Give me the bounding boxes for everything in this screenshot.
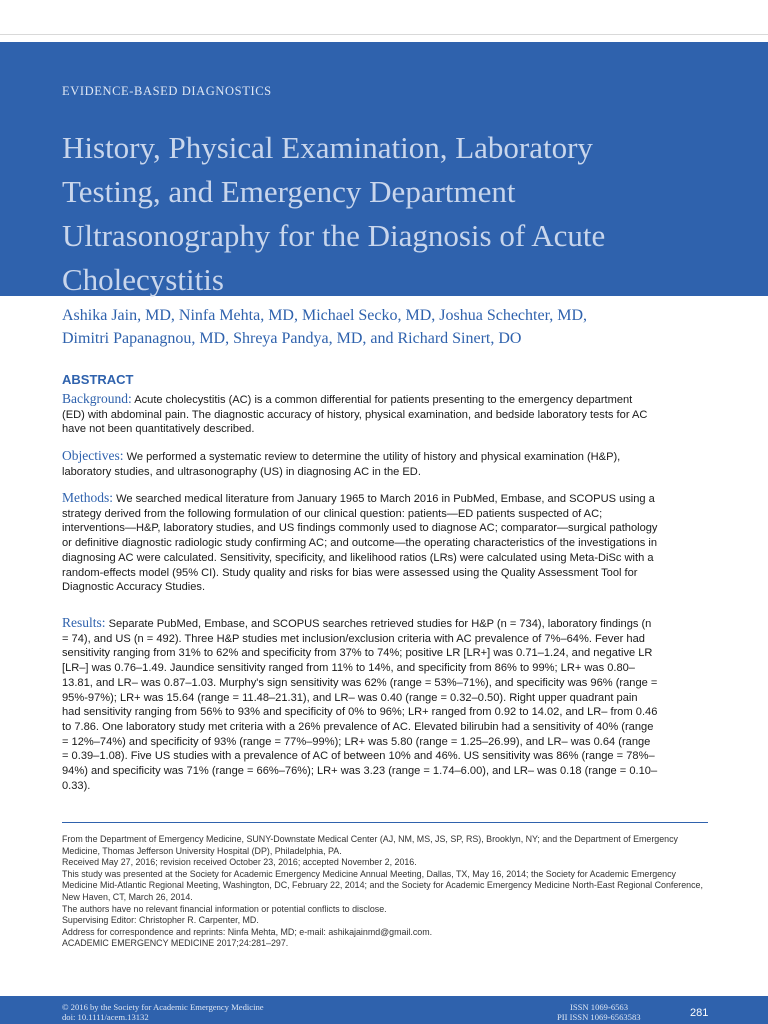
section-text: We performed a systematic review to determine the utility of history and physical examination (H&P), laboratory studies, and ultrasonography (US) in diagnosing AC in the ED. (62, 451, 621, 478)
section-kicker: EVIDENCE-BASED DIAGNOSTICS (62, 84, 272, 98)
section-label: Background: (62, 391, 132, 406)
abstract-background (62, 392, 658, 437)
author-line: Ashika Jain, MD, Ninfa Mehta, MD, Michael Secko, MD, Joshua Schechter, MD, (62, 307, 588, 324)
section-text: We searched medical literature from January 1965 to March 2016 in PubMed, Embase, and SCOPUS using a strategy derived from the following formulation of our clinical question: patients—ED patients suspected of AC; interventions—H&P, laboratory studies, and US findings commonly used to diagnose AC; comparator—surgical pathology or definitive diagnostic radiologic study confirming AC; and outcome—the operating characteristics of the investigations in diagnosing AC were calculated. Sensitivity, specificity, and likelihood ratios (LRs) were calculated using Meta-DiSc with a random-effects model (95% CI). Study quality and risks for bias were assessed using the Quality Assessment Tool for Diagnostic Accuracy Studies. (62, 493, 658, 594)
abstract-heading: ABSTRACT (62, 372, 134, 387)
author-list (62, 304, 742, 350)
footnote: This study was presented at the Society for Academic Emergency Medicine Annual Meeting, Dallas, TX, May 16, 2014; the Society for Academic Emergency Medicine Mid-Atlantic Regional Meeting, Washington, DC, February 22, 2014; and the Society for Academic Emergency Medicine North-East Regional Conference, New Haven, CT, March 26, 2014. (62, 868, 703, 902)
page-number: 281 (690, 1007, 709, 1019)
abstract-objectives (62, 449, 658, 479)
article-title (62, 126, 742, 302)
footnote: ACADEMIC EMERGENCY MEDICINE 2017;24:281–297. (62, 938, 289, 949)
title-line: History, Physical Examination, Laboratory (62, 130, 593, 165)
footnote: Address for correspondence and reprints: Ninfa Mehta, MD; e-mail: ashikajainmd@gmail.com. (62, 926, 433, 937)
issn: ISSN 1069-6563 (570, 1002, 629, 1012)
abstract-methods (62, 491, 658, 595)
copyright-notice: © 2016 by the Society for Academic Emergency Medicine (62, 1002, 264, 1012)
section-text: Separate PubMed, Embase, and SCOPUS searches retrieved studies for H&P (n = 734), laboratory findings (n = 74), and US (n = 492). Three H&P studies met inclusion/exclusion criteria with AC prevalence of 7%–64%. Fever had sensitivity ranging from 31% to 62% and specificity from 37% to 74%; positive LR [LR+] was 0.71–1.24, and negative LR [LR–] was 0.76–1.49. Jaundice sensitivity ranged from 11% to 14%, and specificity from 86% to 99%; LR+ was 0.80–13.81, and LR– was 0.87–1.03. Murphy's sign sensitivity was 62% (range = 53%–71%), and specificity was 96% (range = 95%-97%); LR+ was 15.64 (range = 11.48–21.31), and LR– was 0.40 (range = 0.32–0.50). Right upper quadrant pain had sensitivity ranging from 56% to 93% and specificity of 0% to 96%; LR+ ranged from 0.92 to 14.02, and LR– from 0.46 to 7.86. One laboratory study met criteria with a 26% prevalence of AC. Elevated bilirubin had a sensitivity of 40% (range = 12%–74%) and specificity of 93% (range = 77%–99%); LR+ was 5.80 (range = 1.25–26.99), and LR– was 0.64 (range = 0.39–1.08). Five US studies with a prevalence of AC of between 10% and 46%. US sensitivity was 86% (range = 78%–94%) and specificity was 71% (range = 66%–76%); LR+ was 3.23 (range = 1.74–6.00), and LR– was 0.18 (range = 0.10–0.33). (62, 618, 658, 792)
section-text: Acute cholecystitis (AC) is a common differential for patients presenting to the emergency department (ED) with abdominal pain. The diagnostic accuracy of history, physical examination, and bedside laboratory tests for AC have not been quantitatively described. (62, 394, 648, 436)
footnote: From the Department of Emergency Medicine, SUNY-Downstate Medical Center (AJ, NM, MS, JS, SP, RS), Brooklyn, NY; and the Department of Emergency Medicine, Thomas Jefferson University Hospital (DP), Philadelphia, PA. (62, 834, 678, 856)
section-label: Methods: (62, 490, 114, 505)
footnote: Supervising Editor: Christopher R. Carpenter, MD. (62, 915, 259, 926)
footnotes (62, 834, 712, 950)
top-rule (0, 34, 768, 35)
footnote: Received May 27, 2016; revision received October 23, 2016; accepted November 2, 2016. (62, 857, 417, 868)
author-line: Dimitri Papanagnou, MD, Shreya Pandya, MD, and Richard Sinert, DO (62, 330, 522, 347)
footnote-divider (62, 822, 708, 823)
title-line: Ultrasonography for the Diagnosis of Acute (62, 218, 606, 253)
title-line: Cholecystitis (62, 262, 224, 297)
section-label: Results: (62, 615, 106, 630)
footnote: The authors have no relevant financial information or potential conflicts to disclose. (62, 903, 387, 914)
title-line: Testing, and Emergency Department (62, 174, 516, 209)
section-label: Objectives: (62, 448, 124, 463)
abstract-results (62, 616, 658, 793)
pii-issn: PII ISSN 1069-6563583 (557, 1012, 641, 1022)
doi: doi: 10.1111/acem.13132 (62, 1012, 149, 1022)
